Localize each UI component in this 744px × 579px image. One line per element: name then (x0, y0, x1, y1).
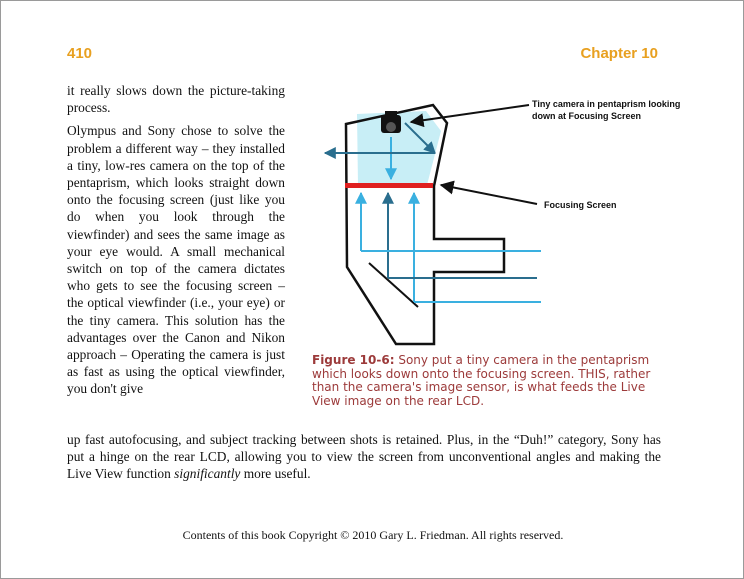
caption-label: Figure 10-6: (312, 353, 395, 367)
focusing-screen (345, 183, 433, 188)
copyright-footer: Contents of this book Copyright © 2010 Gary L. Friedman. All rights reserved. (182, 528, 564, 542)
paragraph-2: Olympus and Sony chose to solve the problem a different way – they installed a tiny, low-res camera on the top of the pentaprism, which looks straight down onto the focusing screen (just like you do when you look through the viewfinder) and sees the same image as your eye would. A small mechanical switch on top of the camera dictates who gets to see the focusing screen – the optical viewfinder (i.e., your eye) or the tiny camera. This solution has the advantages over the Canon and Nikon approach – Operating the camera is just as fast as using the optical viewfinder, you don't give (67, 123, 285, 397)
pentaprism-diagram (313, 93, 663, 353)
page-number: 410 (67, 45, 93, 62)
callout-tiny-camera: Tiny camera in pentaprism looking down at Focusing Screen (532, 99, 681, 121)
paragraph-1: it really slows down the picture-taking process. (67, 83, 285, 116)
callout-focusing-screen: Focusing Screen (544, 200, 617, 210)
emphasis-significantly: significantly (174, 466, 241, 482)
paragraph-3-end: more useful. (240, 466, 311, 482)
paragraph-3 (67, 431, 661, 483)
chapter-title: Chapter 10 (580, 45, 658, 62)
left-column-text (67, 82, 285, 404)
figure-caption (312, 354, 662, 408)
caption-text: Sony put a tiny camera in the pentaprism which looks down onto the focusing screen. THIS, rather than the camera's image sensor, is what feeds the Live View image on the rear LCD. (312, 353, 651, 408)
callout-arrow-camera (411, 105, 529, 122)
callout-arrow-focus (441, 185, 537, 204)
mirror (369, 263, 418, 307)
paragraph-3-start: up fast autofocusing, and subject tracking between shots is retained. Plus, in the “Duh!” category, Sony has put a hinge on the rear LCD, allowing you to view the screen from unconventional angles and making the Live View function (67, 432, 661, 482)
